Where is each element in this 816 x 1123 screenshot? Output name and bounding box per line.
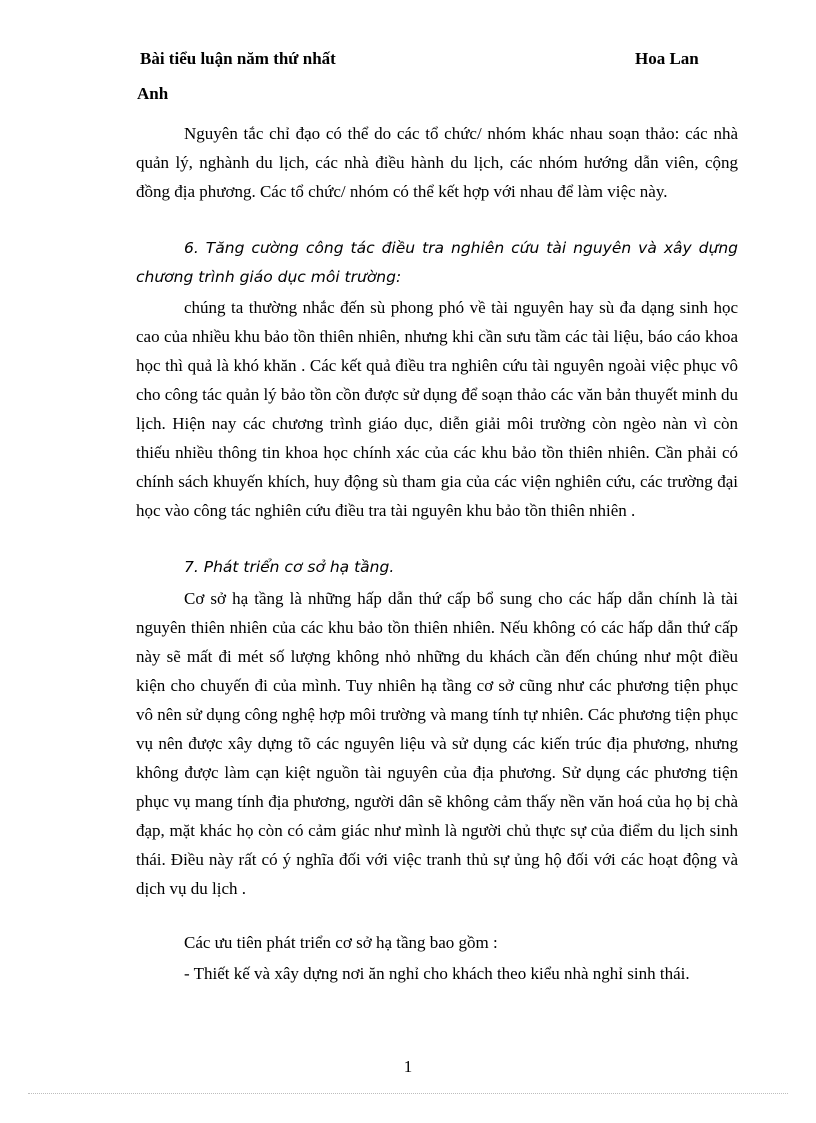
paragraph-infrastructure: Cơ sở hạ tầng là những hấp dẫn thứ cấp bổ sung cho các hấp dẫn chính là tài nguyên thiên nhiên của các khu bảo tồn thiên nhiên. Nếu không có các hấp dẫn thứ cấp này sẽ mất đi mét số lượng không nhỏ những du khách cần đến chúng như một điều kiện cho chuyến đi của mình. Tuy nhiên hạ tầng cơ sở cũng như các phương tiện phục vô nên sử dụng công nghệ hợp môi trường và mang tính tự nhiên. Các phương tiện phục vụ nên được xây dựng tõ các nguyên liệu và sử dụng các kiến trúc địa phương, nhưng không được làm cạn kiệt nguồn tài nguyên của địa phương. Sử dụng các phương tiện phục vụ mang tính địa phương, người dân sẽ không cảm thấy nền văn hoá của họ bị chà đạp, mặt khác họ còn có cảm giác như mình là người chủ thực sự của điểm du lịch sinh thái. Điều này rất có ý nghĩa đối với việc tranh thủ sự ủng hộ đối với các hoạt động và dịch vụ du lịch . (136, 589, 738, 898)
paragraph-priorities: Các ưu tiên phát triển cơ sở hạ tầng bao gồm : (184, 933, 498, 952)
list-item-lodging: - Thiết kế và xây dựng nơi ăn nghỉ cho khách theo kiểu nhà nghỉ sinh thái. (184, 964, 690, 983)
header-title: Bài tiểu luận năm thứ nhất (140, 49, 336, 68)
running-header (140, 49, 740, 73)
heading-section-7: 7. Phát triển cơ sở hạ tầng. (184, 558, 395, 576)
paragraph-research: chúng ta thường nhắc đến sù phong phó về tài nguyên hay sù đa dạng sinh học cao của nhiều khu bảo tồn thiên nhiên, nhưng khi cần sưu tầm các tài liệu, báo cáo khoa học thì quả là khó khăn . Các kết quả điều tra nghiên cứu tài nguyên ngoài việc phục vô cho công tác quản lý bảo tồn cồn được sử dụng để soạn thảo các văn bản thuyết minh du lịch. Hiện nay các chương trình giáo dục, diễn giải môi trường còn ngèo nàn vì còn thiếu nhiều thông tin khoa học chính xác của các khu bảo tồn thiên nhiên. Cần phải có chính sách khuyến khích, huy động sù tham gia của các viện nghiên cứu, các trường đại học vào công tác nghiên cứu điều tra tài nguyên khu bảo tồn thiên nhiên . (136, 298, 738, 520)
header-author: Hoa Lan (635, 49, 699, 68)
header-author-continuation: Anh (137, 84, 169, 103)
page-number: 1 (403, 1057, 413, 1076)
heading-section-6: 6. Tăng cường công tác điều tra nghiên cứu tài nguyên và xây dựng chương trình giáo dục môi trường: (136, 239, 738, 286)
paragraph-guidelines: Nguyên tắc chỉ đạo có thể do các tổ chức/ nhóm khác nhau soạn thảo: các nhà quản lý, nghành du lịch, các nhà điều hành du lịch, các nhóm hướng dẫn viên, cộng đồng địa phương. Các tổ chức/ nhóm có thể kết hợp với nhau để làm việc này. (136, 124, 738, 201)
footer-divider (28, 1093, 788, 1094)
